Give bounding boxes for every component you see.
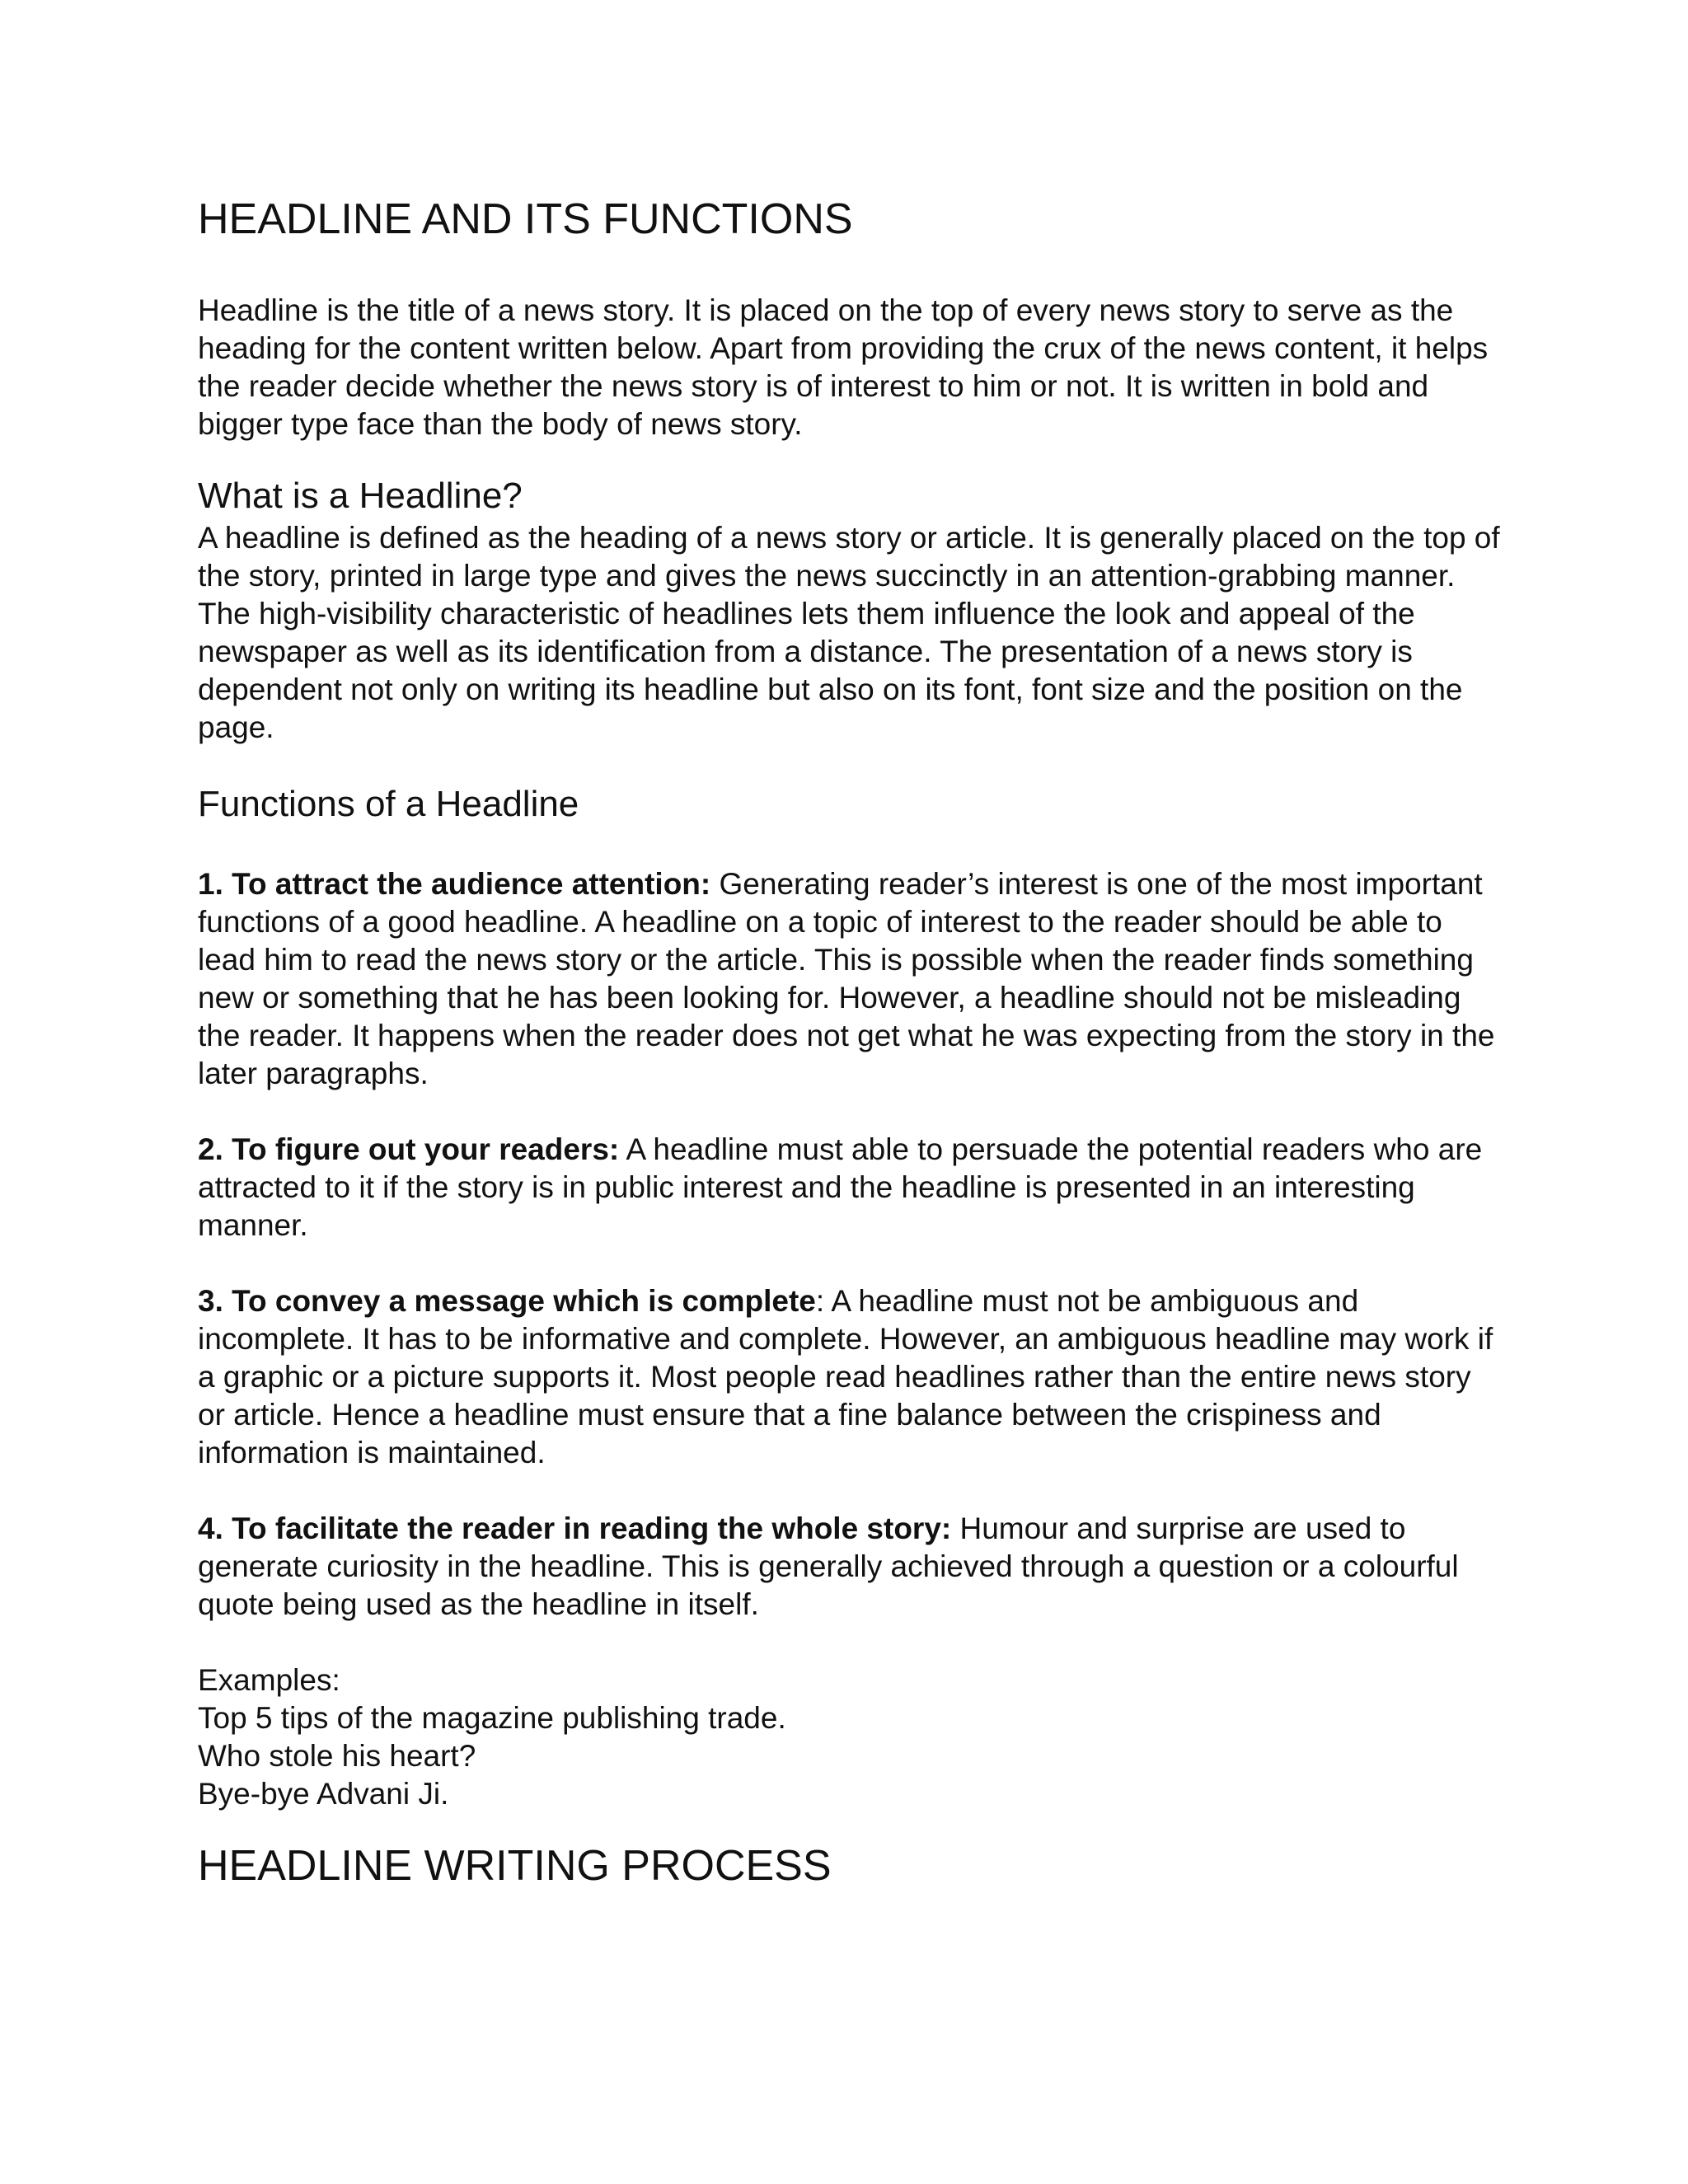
function-item-label: 1. To attract the audience attention: (198, 867, 711, 901)
document-page (198, 194, 1500, 1891)
function-item-label: 2. To figure out your readers: (198, 1132, 620, 1166)
example-item: Who stole his heart? (198, 1739, 476, 1773)
examples-label: Examples: (198, 1663, 340, 1697)
intro-paragraph: Headline is the title of a news story. It is placed on the top of every news story to serve as the heading for the content written below. Apart from providing the crux of the news content, it helps the reader decide whether the news story is of interest to him or not. It is written in bold and bigger type face than the body of news story. (198, 293, 1489, 441)
example-item: Top 5 tips of the magazine publishing trade. (198, 1701, 786, 1735)
function-item-3 (198, 1282, 1500, 1472)
function-item-4 (198, 1510, 1500, 1624)
function-item-2 (198, 1131, 1500, 1244)
next-section-title: HEADLINE WRITING PROCESS (198, 1842, 832, 1890)
function-item-label: 3. To convey a message which is complete (198, 1284, 816, 1318)
functions-heading: Functions of a Headline (198, 784, 579, 824)
example-item: Bye-bye Advani Ji. (198, 1777, 449, 1811)
what-is-headline-heading: What is a Headline? (198, 476, 523, 516)
examples-block (198, 1661, 1500, 1813)
function-item-text: : A headline must not be ambiguous and incomplete. It has to be informative and complete. However, an ambiguous headline may work if a graphic or a picture supports it. Most people read headlines rather than the entire news story or article. Hence a headline must ensure that a fine balance between the crispiness and information is maintained. (198, 1284, 1493, 1469)
function-item-text: Generating reader’s interest is one of the most important functions of a good headline. A headline on a topic of interest to the reader should be able to lead him to read the news story or the article. This is possible when the reader finds something new or something that he has been looking for. However, a headline should not be misleading the reader. It happens when the reader does not get what he was expecting from the story in the later paragraphs. (198, 867, 1495, 1090)
function-item-text: Humour and surprise are used to generate curiosity in the headline. This is generally achieved through a question or a colourful quote being used as the headline in itself. (198, 1511, 1459, 1621)
function-item-label: 4. To facilitate the reader in reading the whole story: (198, 1511, 952, 1545)
document-title: HEADLINE AND ITS FUNCTIONS (198, 195, 853, 243)
function-item-text: A headline must able to persuade the potential readers who are attracted to it if the story is in public interest and the headline is presented in an interesting manner. (198, 1132, 1483, 1242)
function-item-1 (198, 865, 1500, 1093)
what-is-headline-paragraph: A headline is defined as the heading of a news story or article. It is generally placed on the top of the story, printed in large type and gives the news succinctly in an attention-grabbing manner. The high-visibility characteristic of headlines lets them influence the look and appeal of the newspaper as well as its identification from a distance. The presentation of a news story is dependent not only on writing its headline but also on its font, font size and the position on the page. (198, 521, 1500, 744)
